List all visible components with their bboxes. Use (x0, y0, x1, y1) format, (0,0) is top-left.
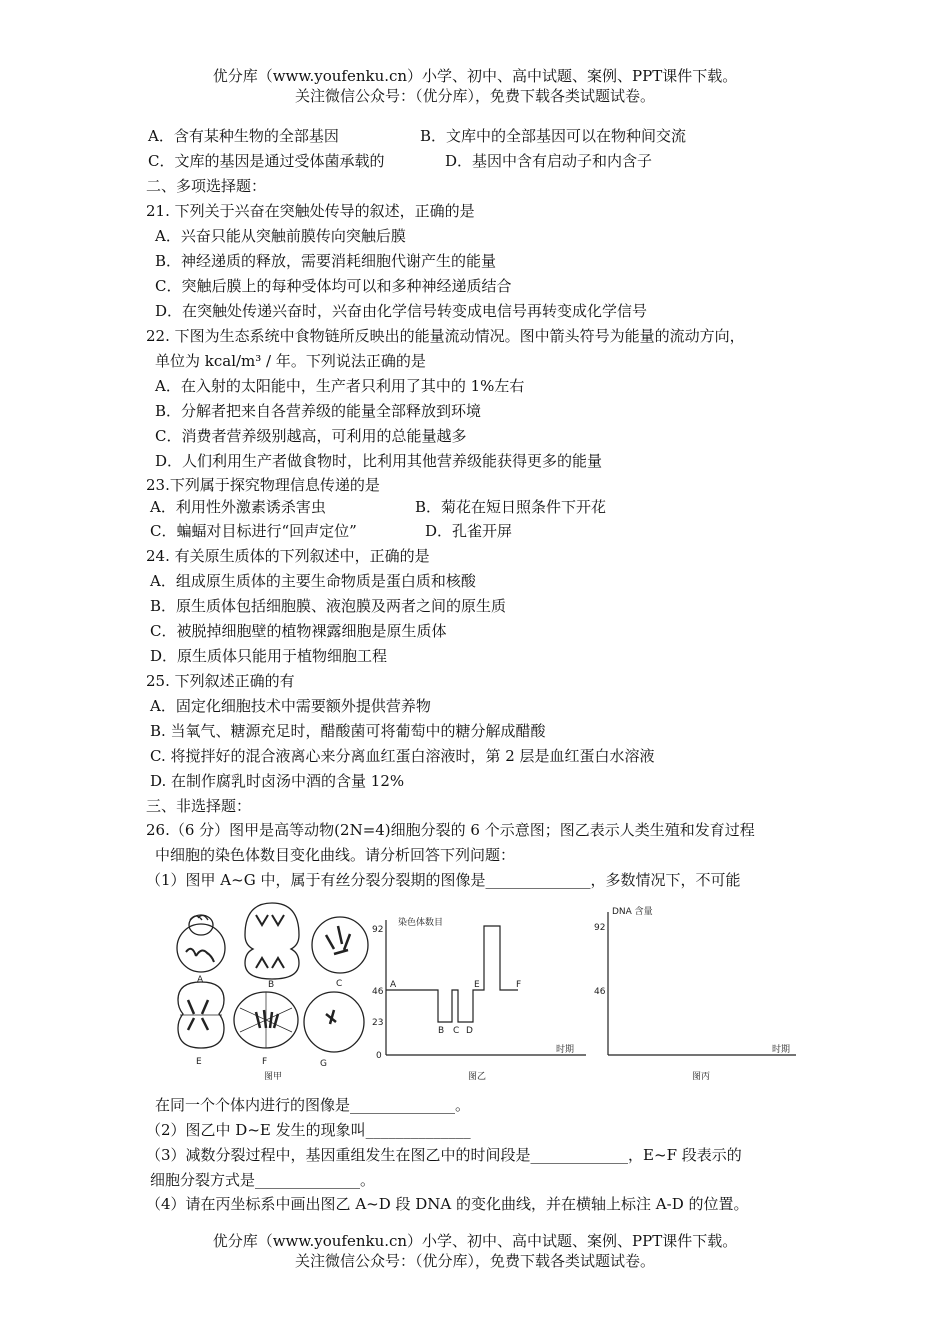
cell-a-label: A (197, 975, 204, 985)
q22-option-c: C．消费者营养级别越高，可利用的总能量越多 (155, 427, 467, 445)
q21-option-c: C．突触后膜上的每种受体均可以和多种神经递质结合 (155, 277, 512, 295)
q26-part-4: （4）请在丙坐标系中画出图乙 A~D 段 DNA 的变化曲线，并在横轴上标注 A-D 的位置。 (146, 1195, 749, 1213)
figure-jia (177, 903, 368, 1069)
footer-line-2: 关注微信公众号：（优分库），免费下载各类试题试卷。 (294, 1252, 655, 1270)
q26-part-2: （2）图乙中 D~E 发生的现象叫______________ (146, 1121, 471, 1139)
bing-ylabel: DNA 含量 (612, 907, 653, 917)
yi-ytick-23: 23 (372, 1018, 384, 1028)
q20-option-c: C．文库的基因是通过受体菌承载的 (148, 152, 385, 170)
yi-point-a: A (390, 980, 397, 990)
header-line-1: 优分库（www.youfenku.cn）小学、初中、高中试题、案例、PPT课件下载。 (212, 67, 738, 85)
q23-option-c: C．蝙蝠对目标进行“回声定位” (150, 522, 357, 540)
cell-f-label: F (262, 1057, 268, 1067)
q20-option-a: A．含有某种生物的全部基因 (148, 127, 339, 145)
q21-option-b: B．神经递质的释放，需要消耗细胞代谢产生的能量 (155, 252, 497, 270)
q24-stem: 24. 有关原生质体的下列叙述中，正确的是 (146, 547, 430, 565)
yi-ylabel: 染色体数目 (398, 918, 444, 928)
cell-e-label: E (196, 1057, 202, 1067)
q23-stem: 23.下列属于探究物理信息传递的是 (146, 476, 380, 494)
yi-point-f: F (516, 980, 522, 990)
q22-option-d: D．人们利用生产者做食物时，比利用其他营养级能获得更多的能量 (155, 452, 603, 470)
cell-e-icon (178, 982, 224, 1048)
yi-point-b: B (438, 1026, 445, 1036)
q25-option-d: D. 在制作腐乳时卤汤中酒的含量 12% (150, 772, 405, 790)
bing-ytick-92: 92 (594, 923, 606, 933)
q26-part-3a: （3）减数分裂过程中，基因重组发生在图乙中的时间段是_____________，E~F 段表示的 (146, 1146, 742, 1164)
q25-option-a: A．固定化细胞技术中需要额外提供营养物 (150, 697, 431, 715)
section-2-heading: 二、多项选择题： (146, 177, 267, 195)
q21-stem: 21. 下列关于兴奋在突触处传导的叙述，正确的是 (146, 202, 475, 220)
yi-chromosome-curve (386, 926, 518, 1022)
yi-ytick-46: 46 (372, 987, 384, 997)
q22-option-b: B．分解者把来自各营养级的能量全部释放到环境 (155, 402, 482, 420)
cell-b-icon (245, 903, 299, 979)
footer-line-1: 优分库（www.youfenku.cn）小学、初中、高中试题、案例、PPT课件下载。 (212, 1232, 738, 1250)
cell-a-icon (177, 915, 225, 972)
q21-option-d: D．在突触处传递兴奋时，兴奋由化学信号转变成电信号再转变成化学信号 (155, 302, 648, 320)
q26-figure (168, 890, 813, 1085)
figure-jia-caption: 图甲 (264, 1072, 283, 1082)
q26-part-3b: 细胞分裂方式是______________。 (150, 1171, 376, 1189)
cell-g-label: G (320, 1059, 327, 1069)
q21-option-a: A．兴奋只能从突触前膜传向突触后膜 (155, 227, 406, 245)
yi-point-c: C (453, 1026, 460, 1036)
cell-c-label: C (336, 979, 343, 989)
yi-xlabel: 时期 (556, 1045, 575, 1055)
q22-option-a: A．在入射的太阳能中，生产者只利用了其中的 1%左右 (155, 377, 525, 395)
q24-option-d: D．原生质体只能用于植物细胞工程 (150, 647, 388, 665)
q24-option-a: A．组成原生质体的主要生命物质是蛋白质和核酸 (150, 572, 476, 590)
q25-stem: 25. 下列叙述正确的有 (146, 672, 295, 690)
cell-c-icon (312, 917, 368, 973)
figure-yi (386, 920, 586, 1055)
yi-point-e: E (474, 980, 480, 990)
q26-part-1a: （1）图甲 A~G 中，属于有丝分裂分裂期的图像是______________，多数情况下，不可能 (146, 871, 741, 889)
q25-option-c: C. 将搅拌好的混合液离心来分离血红蛋白溶液时，第 2 层是血红蛋白水溶液 (150, 747, 655, 765)
yi-ytick-92: 92 (372, 925, 384, 935)
bing-ytick-46: 46 (594, 987, 606, 997)
q20-option-b: B．文库中的全部基因可以在物种间交流 (420, 127, 687, 145)
q24-option-c: C．被脱掉细胞壁的植物裸露细胞是原生质体 (150, 622, 447, 640)
header-line-2: 关注微信公众号：（优分库），免费下载各类试题试卷。 (294, 87, 655, 105)
q24-option-b: B．原生质体包括细胞膜、液泡膜及两者之间的原生质 (150, 597, 507, 615)
q23-option-b: B．菊花在短日照条件下开花 (415, 498, 607, 516)
q23-option-d: D．孔雀开屏 (425, 522, 513, 540)
q20-option-d: D．基因中含有启动子和内含子 (445, 152, 653, 170)
yi-ytick-0: 0 (376, 1051, 382, 1061)
cell-g-icon (304, 992, 364, 1052)
q22-stem-1: 22. 下图为生态系统中食物链所反映出的能量流动情况。图中箭头符号为能量的流动方向， (146, 327, 745, 345)
bing-xlabel: 时期 (772, 1045, 791, 1055)
figure-bing-caption: 图丙 (692, 1072, 711, 1082)
section-3-heading: 三、非选择题： (146, 797, 252, 815)
cell-f-icon (234, 992, 298, 1048)
q23-option-a: A．利用性外激素诱杀害虫 (150, 498, 326, 516)
q22-stem-2: 单位为 kcal/m³ / 年。下列说法正确的是 (155, 352, 426, 370)
q26-part-1b: 在同一个个体内进行的图像是______________。 (155, 1096, 471, 1114)
q26-stem-2: 中细胞的染色体数目变化曲线。请分析回答下列问题： (155, 846, 516, 864)
figure-yi-caption: 图乙 (468, 1072, 487, 1082)
q26-stem-1: 26.（6 分）图甲是高等动物(2N=4)细胞分裂的 6 个示意图；图乙表示人类生殖和发育过程 (146, 821, 755, 839)
q25-option-b: B. 当氧气、糖源充足时，醋酸菌可将葡萄中的糖分解成醋酸 (150, 722, 546, 740)
cell-b-label: B (268, 980, 275, 990)
figure-bing (608, 912, 796, 1055)
yi-point-d: D (466, 1026, 473, 1036)
